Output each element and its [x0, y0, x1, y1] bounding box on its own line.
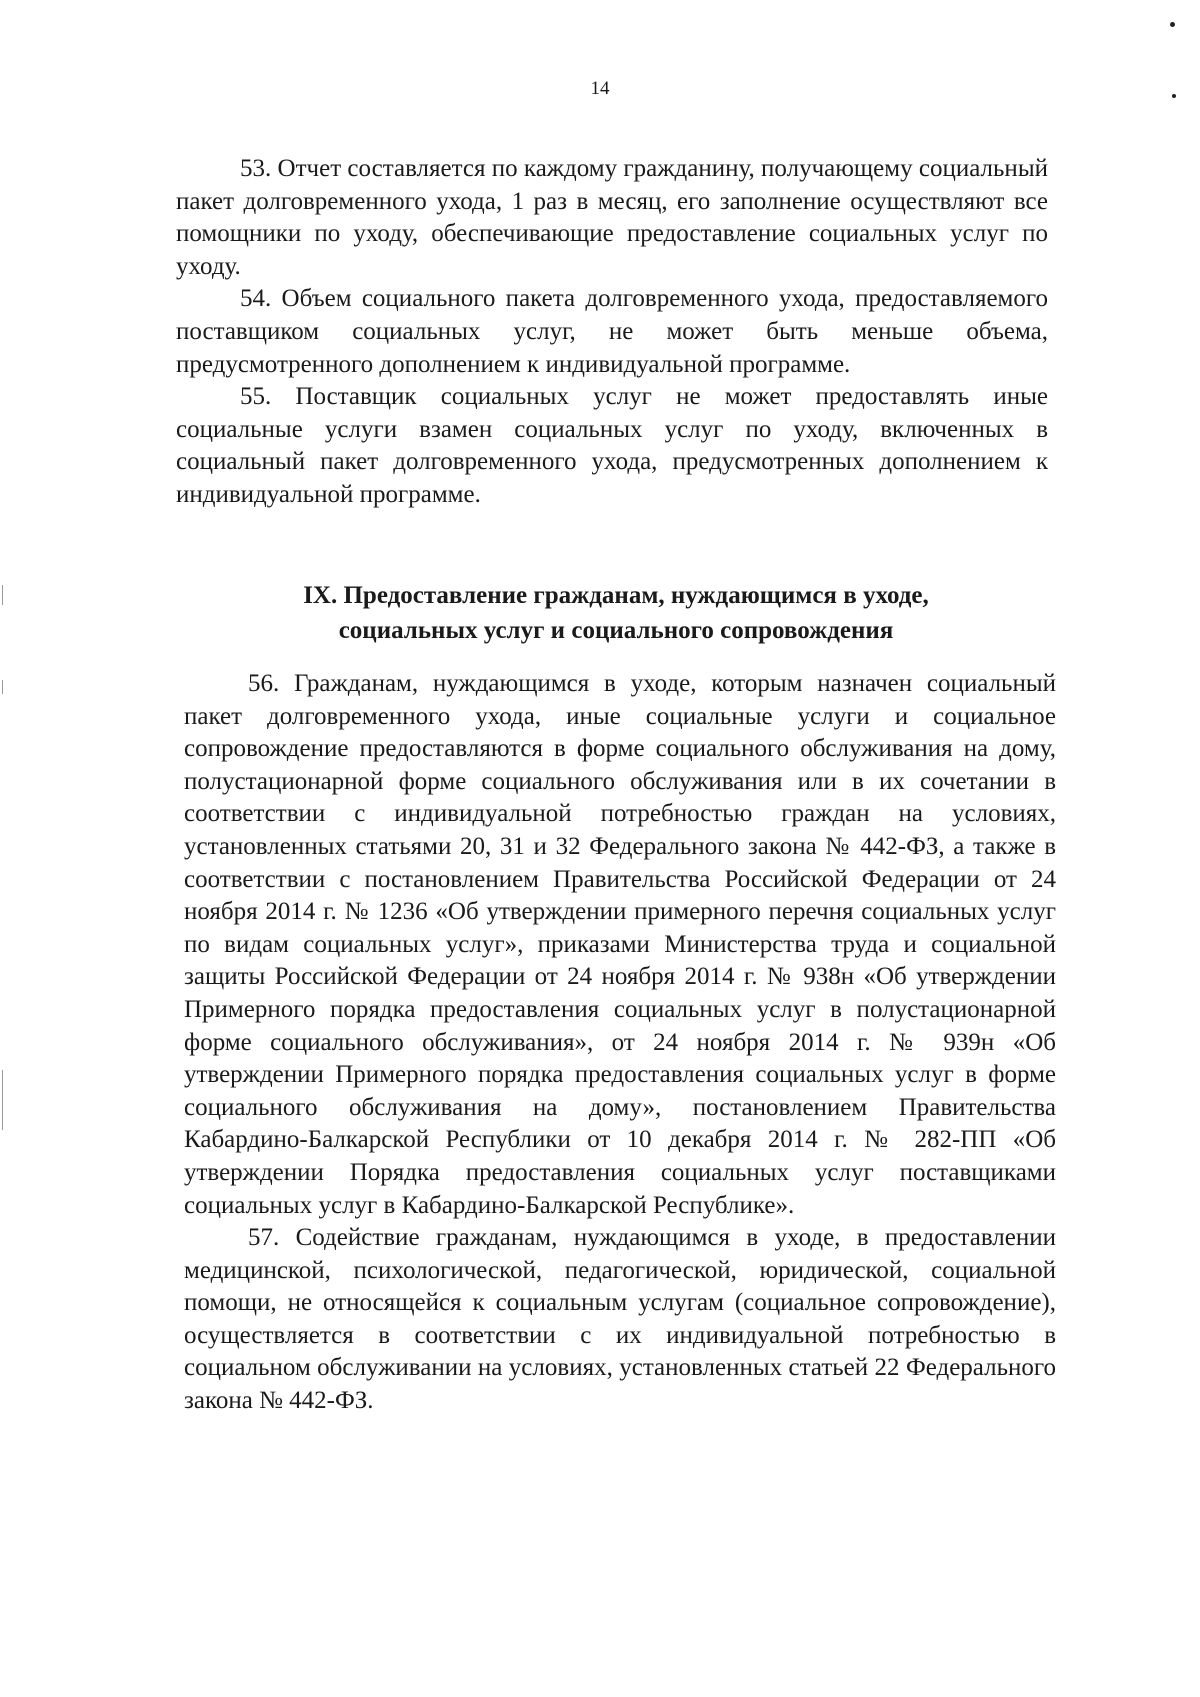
- section-heading: [180, 578, 1052, 648]
- scan-speck: [1172, 94, 1176, 98]
- paragraph-56: 56. Гражданам, нуждающимся в уходе, которым назначен социальный пакет долговременного ухода, иные социальные услуги и социальное сопровождение предоставляются в форме социального обслуживания на дому, полустационарной форме социального обслуживания или в их сочетании в соответствии с индивидуальной потребностью граждан на условиях, установленных статьями 20, 31 и 32 Федерального закона № 442-ФЗ, а также в соответствии с постановлением Правительства Российской Федерации от 24 ноября 2014 г. № 1236 «Об утверждении примерного перечня социальных услуг по видам социальных услуг», приказами Министерства труда и социальной защиты Российской Федерации от 24 ноября 2014 г. № 938н «Об утверждении Примерного порядка предоставления социальных услуг в полустационарной форме социального обслуживания», от 24 ноября 2014 г. № 939н «Об утверждении Примерного порядка предоставления социальных услуг в форме социального обслуживания на дому», постановлением Правительства Кабардино-Балкарской Республики от 10 декабря 2014 г. № 282-ПП «Об утверждении Порядка предоставления социальных услуг поставщиками социальных услуг в Кабардино-Балкарской Республике».: [184, 670, 1056, 1219]
- scan-edge-mark: [2, 585, 3, 605]
- paragraph-54: 54. Объем социального пакета долговременного ухода, предоставляемого поставщиком социальных услуг, не может быть меньше объема, предусмотренного дополнением к индивидуальной программе.: [176, 285, 1048, 378]
- scan-speck: [1170, 22, 1175, 27]
- section-heading-line-2: социальных услуг и социального сопровождения: [338, 617, 894, 644]
- scan-edge-mark: [2, 680, 3, 694]
- paragraph-53: 53. Отчет составляется по каждому гражданину, получающему социальный пакет долговременного ухода, 1 раз в месяц, его заполнение осуществляют все помощники по уходу, обеспечивающие предоставление социальных услуг по уходу.: [176, 155, 1048, 280]
- page-number: 14: [590, 78, 610, 99]
- paragraph-55: 55. Поставщик социальных услуг не может предоставлять иные социальные услуги взамен социальных услуг по уходу, включенных в социальный пакет долговременного ухода, предусмотренных дополнением к индивидуальной программе.: [176, 383, 1048, 508]
- paragraphs-bottom: [184, 668, 1056, 1418]
- scan-edge-mark: [2, 1070, 3, 1130]
- paragraphs-top: [176, 153, 1048, 512]
- paragraph-57: 57. Содействие гражданам, нуждающимся в уходе, в предоставлении медицинской, психологической, педагогической, юридической, социальной помощи, не относящейся к социальным услугам (социальное сопровождение), осуществляется в соответствии с их индивидуальной потребностью в социальном обслуживании на условиях, установленных статьей 22 Федерального закона № 442-ФЗ.: [184, 1224, 1056, 1415]
- section-heading-line-1: IX. Предоставление гражданам, нуждающимся в уходе,: [303, 582, 929, 609]
